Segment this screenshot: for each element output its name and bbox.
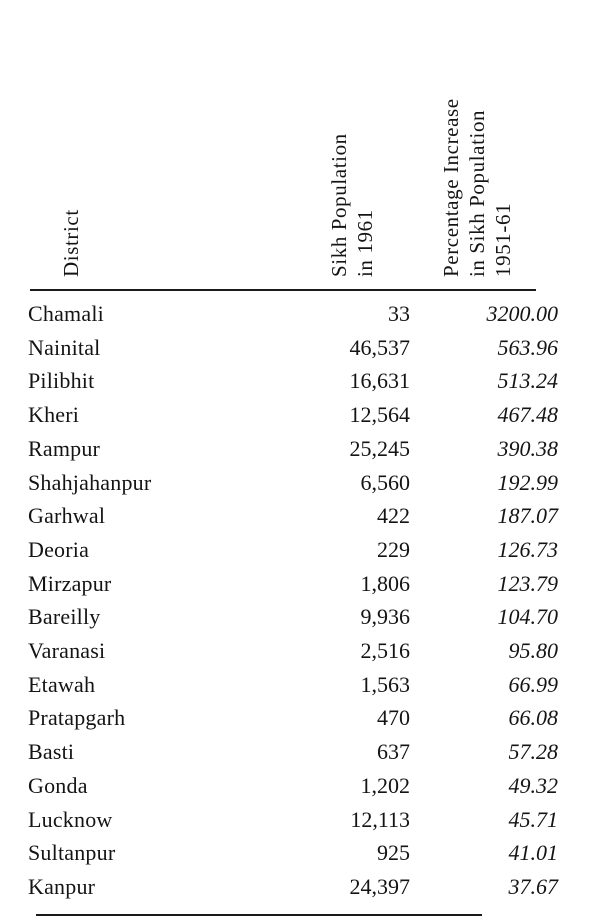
percentage-cell: 187.07 xyxy=(497,503,558,529)
header-percentage-increase xyxy=(438,98,516,277)
percentage-cell: 3200.00 xyxy=(486,301,558,326)
sikh-population-table xyxy=(28,297,558,904)
district-cell: Mirzapur xyxy=(28,570,112,596)
district-cell: Kanpur xyxy=(28,873,96,899)
percentage-cell: 467.48 xyxy=(497,402,558,428)
district-cell: Kheri xyxy=(28,402,80,428)
population-cell: 6,560 xyxy=(360,469,410,495)
percentage-cell: 57.28 xyxy=(508,739,558,765)
header-line: 1951-61 xyxy=(491,202,515,277)
district-cell: Varanasi xyxy=(28,638,106,664)
table-row xyxy=(28,769,558,803)
header-line: Percentage Increase xyxy=(439,98,463,277)
table-row xyxy=(28,297,558,331)
header-line: Sikh Population xyxy=(327,133,351,277)
percentage-cell: 192.99 xyxy=(497,469,558,495)
district-cell: Pratapgarh xyxy=(28,705,126,731)
table-row xyxy=(28,364,558,398)
percentage-cell: 66.08 xyxy=(508,705,558,731)
table-row xyxy=(28,870,558,904)
percentage-cell: 95.80 xyxy=(508,638,558,664)
table-row xyxy=(28,701,558,735)
population-cell: 637 xyxy=(377,739,410,765)
top-rule xyxy=(30,289,536,291)
header-district xyxy=(58,209,84,277)
table-row xyxy=(28,668,558,702)
population-cell: 12,113 xyxy=(350,806,410,832)
table-row xyxy=(28,567,558,601)
header-line: in 1961 xyxy=(353,209,377,277)
population-cell: 229 xyxy=(377,536,410,562)
district-cell: Pilibhit xyxy=(28,368,95,394)
district-cell: Deoria xyxy=(28,536,90,562)
percentage-cell: 513.24 xyxy=(497,368,558,394)
district-cell: Bareilly xyxy=(28,604,101,630)
population-cell: 470 xyxy=(377,705,410,731)
population-cell: 9,936 xyxy=(360,604,410,630)
population-cell: 16,631 xyxy=(349,368,410,394)
percentage-cell: 390.38 xyxy=(497,435,558,461)
district-cell: Nainital xyxy=(28,334,101,360)
population-cell: 25,245 xyxy=(349,435,410,461)
population-cell: 1,202 xyxy=(360,772,410,798)
population-cell: 46,537 xyxy=(349,334,410,360)
population-cell: 2,516 xyxy=(360,638,410,664)
population-cell: 24,397 xyxy=(349,873,410,899)
table-row xyxy=(28,533,558,567)
table-row xyxy=(28,331,558,365)
percentage-cell: 563.96 xyxy=(497,334,558,360)
percentage-cell: 37.67 xyxy=(508,873,558,899)
district-cell: Gonda xyxy=(28,772,88,798)
table-row xyxy=(28,432,558,466)
percentage-cell: 123.79 xyxy=(497,570,558,596)
bottom-rule xyxy=(36,914,482,916)
population-cell: 33 xyxy=(388,301,410,326)
percentage-cell: 104.70 xyxy=(497,604,558,630)
table-row xyxy=(28,398,558,432)
district-cell: Sultanpur xyxy=(28,840,116,866)
table-row xyxy=(28,803,558,837)
percentage-cell: 126.73 xyxy=(497,536,558,562)
district-cell: Rampur xyxy=(28,435,101,461)
table-row xyxy=(28,634,558,668)
district-cell: Garhwal xyxy=(28,503,106,529)
percentage-cell: 45.71 xyxy=(508,806,558,832)
district-cell: Basti xyxy=(28,739,75,765)
percentage-cell: 49.32 xyxy=(508,772,558,798)
district-cell: Chamali xyxy=(28,301,104,326)
population-cell: 1,806 xyxy=(360,570,410,596)
district-cell: Shahjahanpur xyxy=(28,469,152,495)
percentage-cell: 41.01 xyxy=(508,840,558,866)
header-sikh-population xyxy=(326,133,378,277)
header-line: in Sikh Population xyxy=(465,109,489,277)
table-row xyxy=(28,735,558,769)
district-cell: Lucknow xyxy=(28,806,113,832)
table-row xyxy=(28,466,558,500)
table-row xyxy=(28,600,558,634)
district-cell: Etawah xyxy=(28,671,96,697)
table-row xyxy=(28,499,558,533)
table-row xyxy=(28,836,558,870)
population-cell: 422 xyxy=(377,503,410,529)
population-cell: 1,563 xyxy=(360,671,410,697)
population-cell: 12,564 xyxy=(349,402,410,428)
header-district-label: District xyxy=(59,209,83,277)
percentage-cell: 66.99 xyxy=(508,671,558,697)
population-cell: 925 xyxy=(377,840,410,866)
